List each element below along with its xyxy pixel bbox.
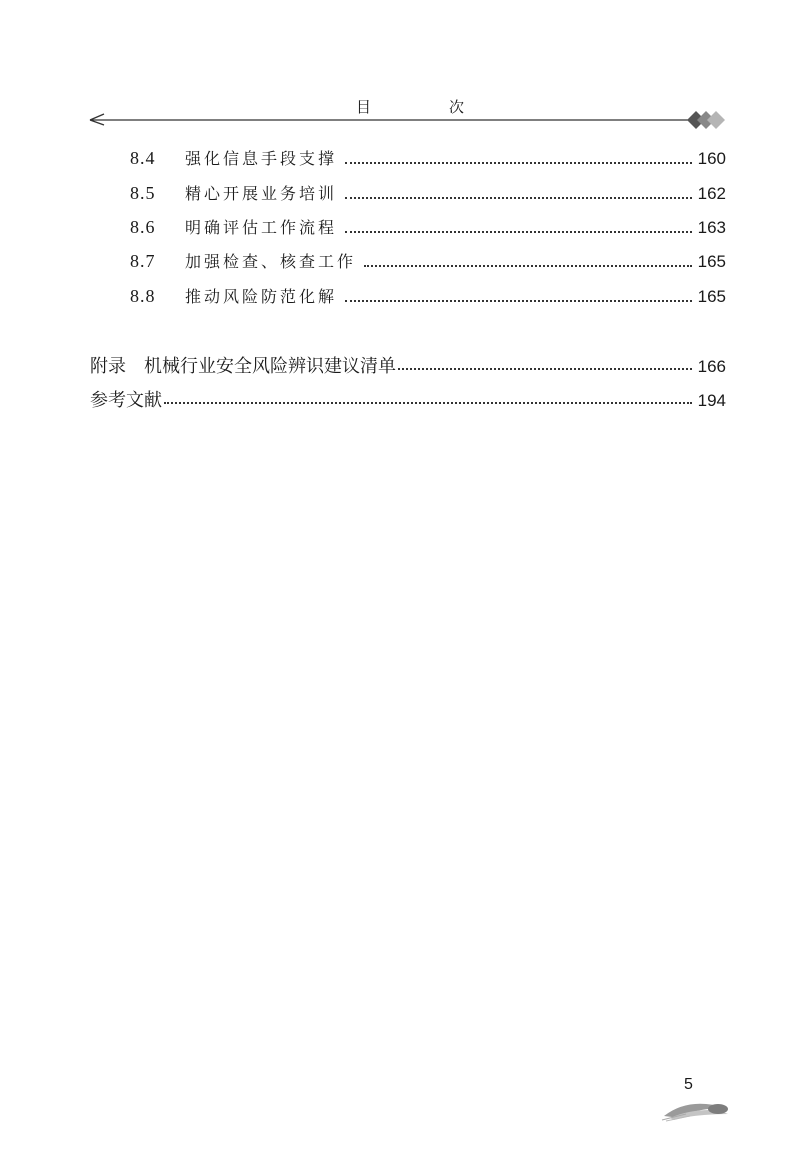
toc-entry-title: 精心开展业务培训	[185, 184, 338, 203]
toc-entry-number: 8.7	[130, 251, 156, 271]
toc-entry-title: 参考文献	[90, 390, 162, 411]
toc-dot-leader	[345, 196, 692, 199]
toc-entry-page: 162	[697, 184, 726, 203]
toc-entry-appendix[interactable]	[90, 352, 726, 376]
wave-ornament-icon	[660, 1096, 732, 1122]
toc-entry[interactable]	[130, 284, 726, 308]
running-header	[86, 92, 730, 132]
toc-entry-page: 166	[697, 357, 726, 376]
toc-dot-leader	[345, 161, 692, 164]
toc-entry-number: 8.8	[130, 286, 156, 306]
toc-entry-page: 160	[697, 149, 726, 168]
toc-entry-page: 163	[697, 218, 726, 237]
toc-entry-number: 8.4	[130, 148, 156, 168]
toc-entry-title: 加强检查、核查工作	[185, 252, 357, 271]
toc-dot-leader	[164, 401, 692, 404]
page-number: 5	[684, 1076, 693, 1093]
toc-entry-title: 明确评估工作流程	[185, 218, 338, 237]
toc-dot-leader	[345, 230, 692, 233]
toc-entry-number: 8.6	[130, 217, 156, 237]
toc-entry[interactable]	[130, 146, 726, 170]
header-title-right: 次	[448, 98, 466, 116]
toc-entry[interactable]	[130, 249, 726, 273]
header-title-left: 目	[356, 98, 374, 116]
toc-entry-title: 推动风险防范化解	[185, 287, 338, 306]
toc-entry-page: 194	[697, 391, 726, 410]
toc-dot-leader	[345, 299, 692, 302]
toc-entry[interactable]	[130, 215, 726, 239]
toc-dot-leader	[398, 367, 692, 370]
toc-entry-page: 165	[697, 252, 726, 271]
toc-entry[interactable]	[130, 181, 726, 205]
toc-entry-title: 附录 机械行业安全风险辨识建议清单	[90, 356, 396, 377]
header-title	[356, 96, 466, 117]
toc-entry-number: 8.5	[130, 183, 156, 203]
toc-entry-references[interactable]	[90, 386, 726, 410]
diamond-icon	[707, 111, 725, 129]
toc-entry-title: 强化信息手段支撑	[185, 149, 338, 168]
toc-dot-leader	[364, 264, 692, 267]
toc-entry-page: 165	[697, 287, 726, 306]
